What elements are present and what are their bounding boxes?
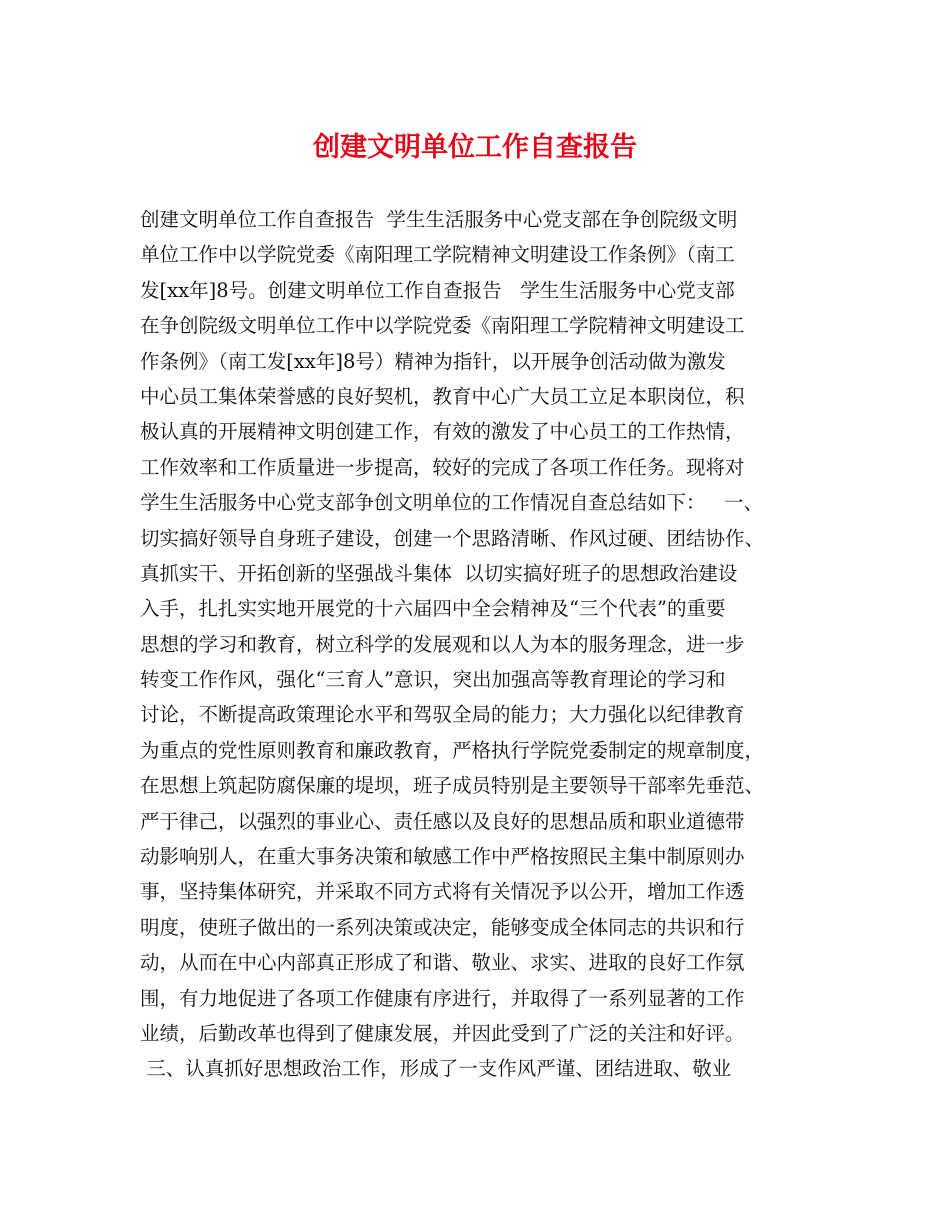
body-line: 动，从而在中心内部真正形成了和谐、敬业、求实、进取的良好工作氛 — [140, 951, 745, 975]
document-title: 创建文明单位工作自查报告 — [313, 132, 637, 163]
body-line: 真抓实干、开拓创新的坚强战斗集体 以切实搞好班子的思想政治建设 — [140, 561, 738, 585]
body-line: 动影响别人，在重大事务决策和敏感工作中严格按照民主集中制原则办 — [140, 845, 745, 869]
body-line: 严于律己，以强烈的事业心、责任感以及良好的思想品质和职业道德带 — [140, 809, 745, 833]
body-line: 学生生活服务中心党支部争创文明单位的工作情况自查总结如下： 一、 — [140, 491, 764, 515]
body-line: 发[xx年]8号。创建文明单位工作自查报告 学生生活服务中心党支部 — [140, 278, 735, 302]
document-body — [140, 202, 830, 1087]
body-line: 入手，扎扎实实地开展党的十六届四中全会精神及“三个代表”的重要 — [140, 597, 726, 621]
body-line: 极认真的开展精神文明创建工作，有效的激发了中心员工的工作热情， — [140, 420, 745, 444]
body-line: 转变工作作风，强化“三育人”意识，突出加强高等教育理论的学习和 — [140, 668, 726, 692]
body-line: 思想的学习和教育，树立科学的发展观和以人为本的服务理念，进一步 — [140, 632, 745, 656]
body-line: 三、认真抓好思想政治工作，形成了一支作风严谨、团结进取、敬业 — [140, 1057, 732, 1081]
body-line: 为重点的党性原则教育和廉政教育，严格执行学院党委制定的规章制度， — [140, 738, 765, 762]
body-line: 作条例》（南工发[xx年]8号）精神为指针，以开展争创活动做为激发 — [140, 349, 726, 373]
body-line: 在争创院级文明单位工作中以学院党委《南阳理工学院精神文明建设工 — [140, 314, 745, 338]
body-line: 事，坚持集体研究，并采取不同方式将有关情况予以公开，增加工作透 — [140, 880, 745, 904]
body-line: 切实搞好领导自身班子建设，创建一个思路清晰、作风过硬、团结协作、 — [140, 526, 765, 550]
body-line: 工作效率和工作质量进一步提高，较好的完成了各项工作任务。现将对 — [140, 455, 745, 479]
body-line: 单位工作中以学院党委《南阳理工学院精神文明建设工作条例》（南工 — [140, 243, 735, 267]
body-line: 在思想上筑起防腐保廉的堤坝，班子成员特别是主要领导干部率先垂范、 — [140, 774, 765, 798]
body-line: 围，有力地促进了各项工作健康有序进行，并取得了一系列显著的工作 — [140, 986, 745, 1010]
body-line: 创建文明单位工作自查报告 学生生活服务中心党支部在争创院级文明 — [140, 208, 738, 231]
body-line: 业绩，后勤改革也得到了健康发展，并因此受到了广泛的关注和好评。 — [140, 1021, 745, 1045]
body-line: 中心员工集体荣誉感的良好契机，教育中心广大员工立足本职岗位，积 — [140, 384, 745, 408]
body-line: 明度，使班子做出的一系列决策或决定，能够变成全体同志的共识和行 — [140, 915, 745, 939]
body-line: 讨论，不断提高政策理论水平和驾驭全局的能力；大力强化以纪律教育 — [140, 703, 745, 727]
